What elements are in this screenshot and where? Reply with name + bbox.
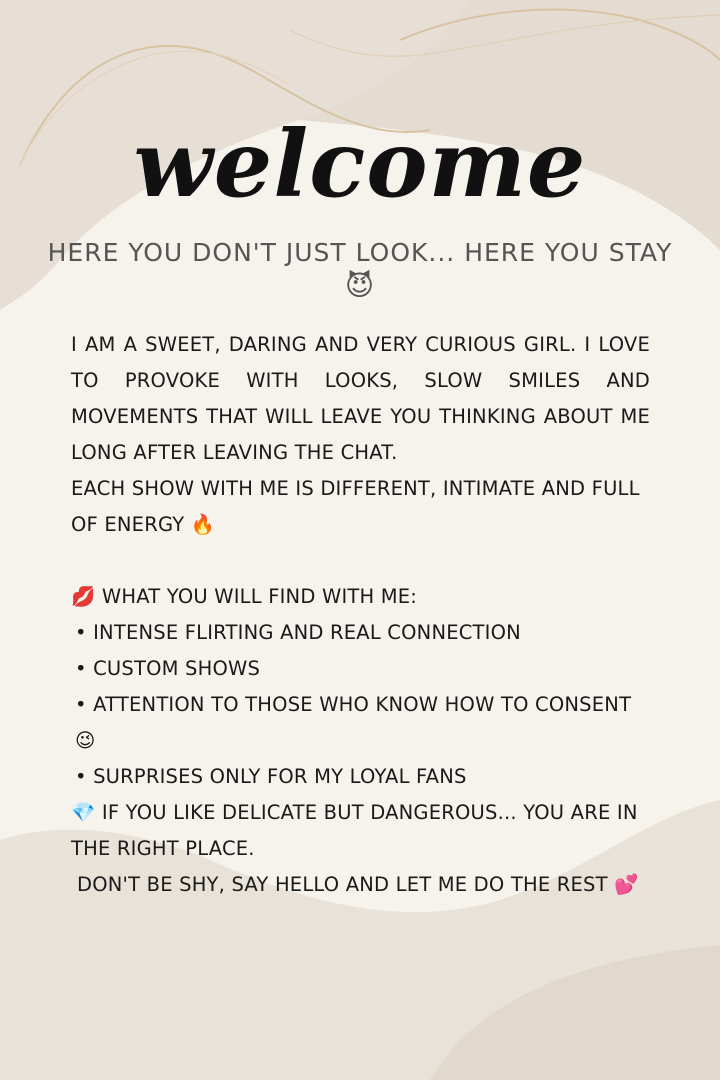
list-item xyxy=(71,687,650,759)
final-text: DON'T BE SHY, SAY HELLO AND LET ME DO THE REST xyxy=(77,873,608,896)
find-heading-text: WHAT YOU WILL FIND WITH ME: xyxy=(101,585,418,608)
fire-emoji-icon: 🔥 xyxy=(190,513,216,536)
gem-emoji-icon: 💎 xyxy=(71,801,96,824)
tagline xyxy=(30,236,690,302)
spacer xyxy=(71,543,650,579)
devil-emoji-icon: 😈 xyxy=(344,269,376,302)
list-item: • INTENSE FLIRTING AND REAL CONNECTION xyxy=(75,621,521,644)
list-item: • SURPRISES ONLY FOR MY LOYAL FANS xyxy=(75,765,467,788)
lips-emoji-icon: 💋 xyxy=(71,585,96,608)
intro-paragraph: I AM A SWEET, DARING AND VERY CURIOUS GIRL. I LOVE TO PROVOKE WITH LOOKS, SLOW SMILES AND MOVEMENTS THAT WILL LEAVE YOU THINKING ABOUT ME LONG AFTER LEAVING THE CHAT. xyxy=(71,333,650,464)
intro-paragraph-2 xyxy=(71,471,650,543)
find-heading xyxy=(71,579,650,615)
wink-emoji-icon: 😉 xyxy=(75,729,96,752)
list-item: • CUSTOM SHOWS xyxy=(75,657,261,680)
final-line xyxy=(71,867,650,903)
list-item-text: • ATTENTION TO THOSE WHO KNOW HOW TO CONSENT xyxy=(75,693,632,716)
closing-text: IF YOU LIKE DELICATE BUT DANGEROUS... YOU ARE IN THE RIGHT PLACE. xyxy=(71,801,638,860)
page-title: welcome xyxy=(133,110,587,218)
intro2-text: EACH SHOW WITH ME IS DIFFERENT, INTIMATE AND FULL OF ENERGY xyxy=(71,477,640,536)
bio-text xyxy=(71,327,650,903)
closing-paragraph xyxy=(71,795,650,867)
hearts-emoji-icon: 💕 xyxy=(614,873,639,896)
tagline-text: HERE YOU DON'T JUST LOOK... HERE YOU STAY xyxy=(47,238,673,267)
